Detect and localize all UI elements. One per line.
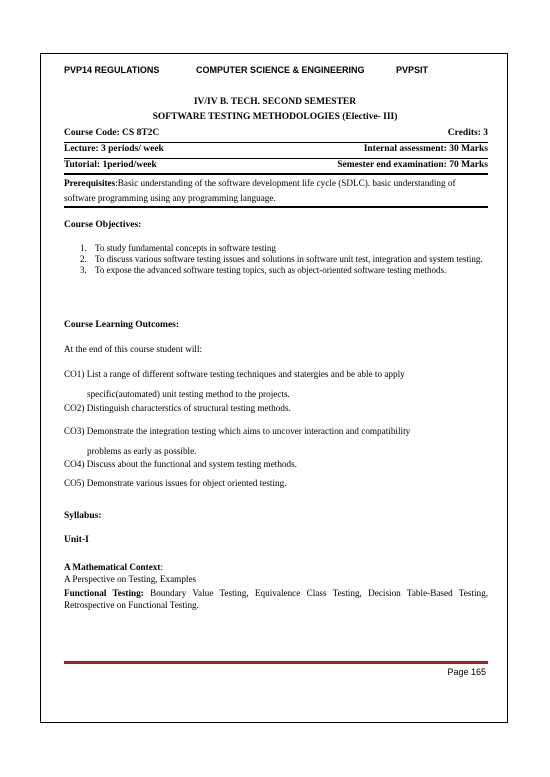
semester-end-exam: Semester end examination: 70 Marks [337,160,488,170]
lecture-periods: Lecture: 3 periods/ week [64,144,164,154]
footer-rule [64,661,488,664]
prerequisites-text: :Basic understanding of the software development life cycle (SDLC). basic understanding of software programming using any programming language. [64,178,456,203]
list-item: 1. To study fundamental concepts in software testing [80,243,276,253]
outcome-co4: CO4) Discuss about the functional and system testing methods. [64,459,297,469]
course-code: Course Code: CS 8T2C [64,128,160,138]
prerequisites-label: Prerequisites [64,178,116,188]
divider [64,142,488,143]
syllabus-heading: Syllabus: [64,511,102,521]
math-context-text: A Perspective on Testing, Examples [64,574,197,584]
objectives-heading: Course Objectives: [64,220,142,230]
prerequisites [64,176,488,206]
divider [64,173,488,175]
outcome-co5: CO5) Demonstrate various issues for object oriented testing. [64,478,287,488]
list-item: 3. To expose the advanced software testing topics, such as object-oriented software testing methods. [80,265,447,275]
credits: Credits: 3 [447,128,488,138]
header-institute: PVPSIT [396,65,429,75]
outcome-co2: CO2) Distinguish characterstics of structural testing methods. [64,403,291,413]
outcomes-heading: Course Learning Outcomes: [64,320,180,330]
course-title: SOFTWARE TESTING METHODOLOGIES (Elective- III) [152,112,398,122]
internal-assessment: Internal assessment: 30 Marks [363,144,488,154]
header-regulations: PVP14 REGULATIONS [64,65,160,75]
header-department: COMPUTER SCIENCE & ENGINEERING [196,65,365,75]
page-number: Page 165 [447,667,486,677]
list-item: 2. To discuss various software testing issues and solutions in software unit test, integration and system testing. [80,254,483,264]
divider [64,158,488,159]
outcomes-intro: At the end of this course student will: [64,344,203,354]
tutorial-periods: Tutorial: 1period/week [64,160,157,170]
divider [64,206,488,208]
objectives-list [64,243,488,276]
semester-title: IV/IV B. TECH. SECOND SEMESTER [193,97,357,107]
functional-testing: Functional Testing: Boundary Value Testing, Equivalence Class Testing, Decision Table-Based Testing, Retrospective on Functional Testing. [64,588,488,610]
math-context: A Mathematical Context: [64,562,164,572]
outcome-co1: CO1) List a range of different software testing techniques and statergies and be able to apply specific(automated) unit testing method to the projects. [64,369,405,399]
unit-heading: Unit-I [64,535,89,545]
outcome-co3: CO3) Demonstrate the integration testing which aims to uncover interaction and compatibility problems as early as possible. [64,426,411,456]
